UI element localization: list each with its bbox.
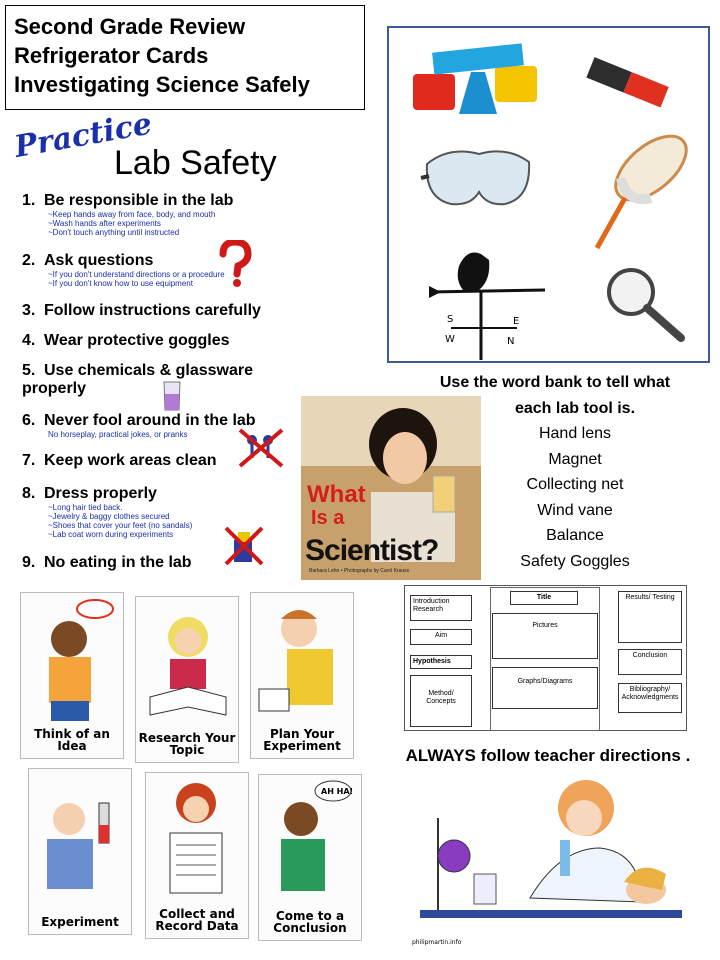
book-title-scientist: Scientist?	[305, 534, 439, 567]
speech-aha: AH HA!	[321, 787, 354, 796]
rule-2: 2. Ask questions ~If you don't understand directions or a procedure ~If you don't know how to use equipment	[22, 252, 225, 288]
rule-1: 1. Be responsible in the lab ~Keep hands away from face, body, and mouth ~Wash hands after experiments ~Don't touch anything until instructed	[22, 192, 234, 237]
science-fair-board	[404, 585, 687, 731]
practice-heading: Practice	[11, 106, 155, 165]
compass-w: W	[445, 334, 455, 345]
card-caption-4: Experiment	[41, 915, 119, 929]
safety-goggles-icon	[421, 151, 529, 204]
compass-n: N	[507, 336, 515, 347]
title-line-2: Refrigerator Cards	[14, 43, 209, 68]
card-caption-3: Plan Your Experiment	[263, 727, 341, 753]
board-graphs: Graphs/Diagrams	[492, 667, 598, 709]
balance-icon	[413, 43, 537, 114]
thinking-boy-icon	[21, 593, 123, 723]
cartoon-credit: philipmartin.info	[412, 939, 462, 946]
card-caption-6: Come to a Conclusion	[273, 909, 347, 935]
rule-3: 3. Follow instructions carefully	[22, 302, 261, 319]
magnet-icon	[586, 57, 668, 107]
title-box	[5, 5, 365, 110]
board-intro: Introduction Research	[410, 595, 472, 621]
board-method: Method/ Concepts	[410, 675, 472, 727]
word-safety-goggles: Safety Goggles	[520, 552, 630, 570]
rule-4: 4. Wear protective goggles	[22, 332, 230, 349]
title-line-3: Investigating Science Safely	[14, 72, 310, 97]
board-hypothesis: Hypothesis	[410, 655, 472, 669]
title-line-1: Second Grade Review	[14, 14, 246, 39]
lab-safety-heading: Lab Safety	[114, 144, 277, 182]
board-aim: Aim	[410, 629, 472, 645]
conclusion-boy-icon	[259, 775, 361, 905]
no-eating-icon	[224, 526, 264, 566]
word-bank-header-2: each lab tool is.	[514, 399, 636, 417]
collecting-net-icon	[597, 124, 697, 248]
always-follow-directions: ALWAYS follow teacher directions .	[405, 746, 691, 765]
card-caption-5: Collect and Record Data	[155, 907, 239, 933]
experiment-boy-icon	[29, 769, 131, 899]
card-think-of-idea	[20, 592, 124, 759]
word-magnet: Magnet	[548, 450, 602, 468]
wind-vane-icon	[429, 253, 545, 361]
book-title-isa: Is a	[311, 507, 345, 529]
card-caption-2: Research Your Topic	[138, 731, 236, 757]
hand-lens-icon	[609, 270, 681, 338]
rule-5: 5. Use chemicals & glassware properly	[22, 362, 254, 397]
word-collecting-net: Collecting net	[526, 476, 624, 493]
lab-tools-illustration	[389, 28, 707, 360]
word-hand-lens: Hand lens	[538, 425, 612, 442]
card-research-topic	[135, 596, 239, 763]
question-mark-icon	[218, 240, 252, 288]
reading-girl-icon	[136, 597, 238, 727]
scientist-cartoon	[410, 778, 692, 946]
lab-tools-panel	[387, 26, 710, 363]
planning-boy-icon	[251, 593, 353, 723]
card-plan-experiment	[250, 592, 354, 759]
board-title: Title	[510, 591, 578, 605]
word-wind-vane: Wind vane	[537, 501, 613, 519]
rule-7: 7. Keep work areas clean	[22, 452, 217, 469]
card-collect-record-data	[145, 772, 249, 939]
card-experiment	[28, 768, 132, 935]
beaker-icon	[158, 380, 186, 414]
recording-girl-icon	[146, 773, 248, 903]
board-results: Results/ Testing	[618, 591, 682, 643]
word-balance: Balance	[546, 527, 604, 544]
compass-s: S	[447, 314, 454, 325]
board-center-panel	[490, 587, 600, 731]
card-come-to-conclusion	[258, 774, 362, 941]
book-title-what: What	[307, 481, 366, 508]
rule-6: 6. Never fool around in the lab No horseplay, practical jokes, or pranks	[22, 412, 256, 439]
board-conclusion: Conclusion	[618, 649, 682, 675]
rule-8: 8. Dress properly ~Long hair tied back. ~Jewelry & baggy clothes secured ~Shoes that cover your feet (no sandals) ~Lab coat worn during experiments	[22, 485, 193, 539]
compass-e: E	[513, 316, 520, 327]
book-cover	[301, 396, 481, 580]
word-bank-header-1: Use the word bank to tell what	[439, 374, 671, 391]
board-pictures: Pictures	[492, 613, 598, 659]
book-credit: Barbara Lehn • Photographs by Carol Krauss	[309, 568, 410, 574]
rule-9: 9. No eating in the lab	[22, 554, 192, 571]
board-bibliography: Bibliography/ Acknowledgments	[618, 683, 682, 713]
card-caption-1: Think of an Idea	[34, 727, 110, 753]
lab-safety-poster	[11, 106, 298, 582]
